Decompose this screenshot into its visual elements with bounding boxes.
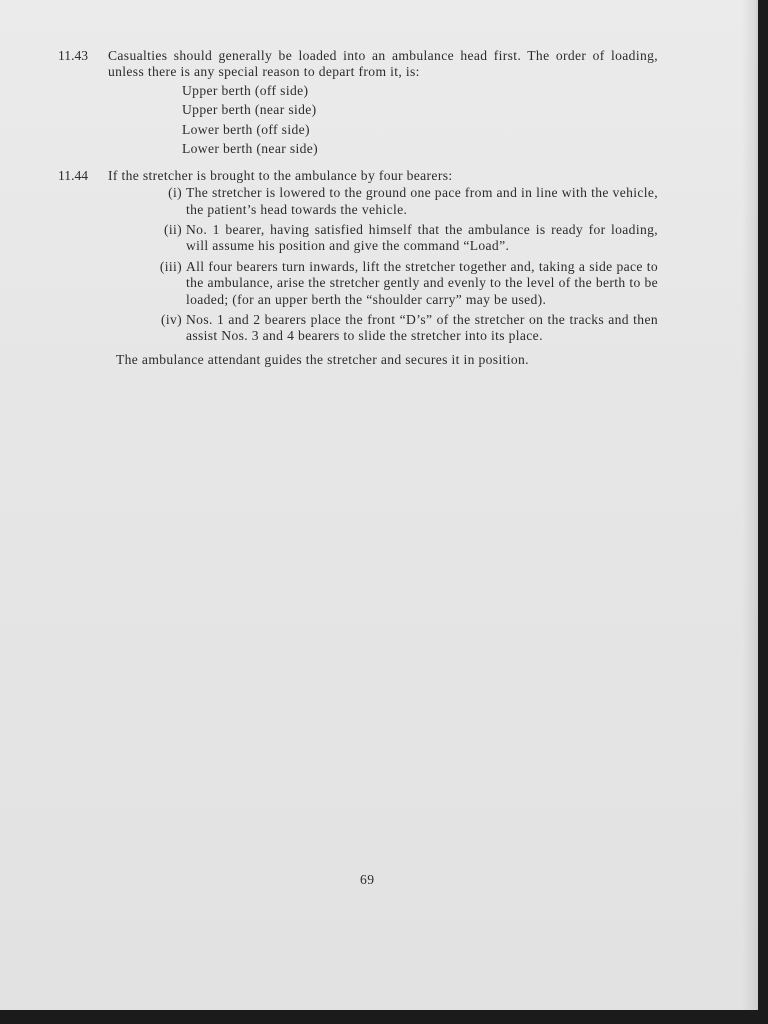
list-item (58, 312, 658, 345)
step-text: No. 1 bearer, having satisfied himself that the ambulance is ready for loading, will assume his position and give the command “Load”. (186, 222, 658, 254)
step-text: All four bearers turn inwards, lift the stretcher together and, taking a side pace to the ambulance, arise the stretcher gently and evenly to the level of the berth to be loaded; (for an upper berth the “shoulder carry” may be used). (186, 258, 658, 307)
list-item: Lower berth (near side) (182, 141, 318, 157)
list-item: Upper berth (off side) (182, 82, 309, 98)
step-text: The stretcher is lowered to the ground one pace from and in line with the vehicle, the patient’s head towards the vehicle. (186, 185, 658, 217)
paragraph-11-44 (58, 168, 658, 184)
loading-order-list (108, 81, 658, 159)
page-edge-shadow (742, 0, 756, 1010)
list-item: Lower berth (off side) (182, 121, 310, 137)
paragraph-number: 11.43 (58, 48, 89, 63)
step-marker: (iii) (159, 258, 182, 274)
step-marker: (ii) (163, 222, 182, 238)
step-marker: (iv) (160, 312, 182, 328)
list-item: Upper berth (near side) (182, 102, 317, 118)
bearer-steps-list (58, 185, 658, 345)
paragraph-number: 11.44 (58, 167, 89, 183)
closing-sentence: The ambulance attendant guides the stretcher and secures it in position. (116, 351, 529, 367)
paragraph-11-43 (58, 48, 658, 159)
list-item (58, 222, 658, 255)
page-content (58, 48, 658, 368)
step-text: Nos. 1 and 2 bearers place the front “D’s” of the stretcher on the tracks and then assist Nos. 3 and 4 bearers to slide the stretcher into its place. (186, 312, 658, 344)
paragraph-text: Casualties should generally be loaded into an ambulance head first. The order of loading, unless there is any special reason to depart from it, is: (108, 48, 658, 80)
paragraph-intro: If the stretcher is brought to the ambulance by four bearers: (108, 167, 453, 183)
page-number: 69 (360, 872, 375, 887)
list-item (58, 259, 658, 308)
list-item (58, 185, 658, 218)
step-marker: (i) (168, 185, 182, 201)
